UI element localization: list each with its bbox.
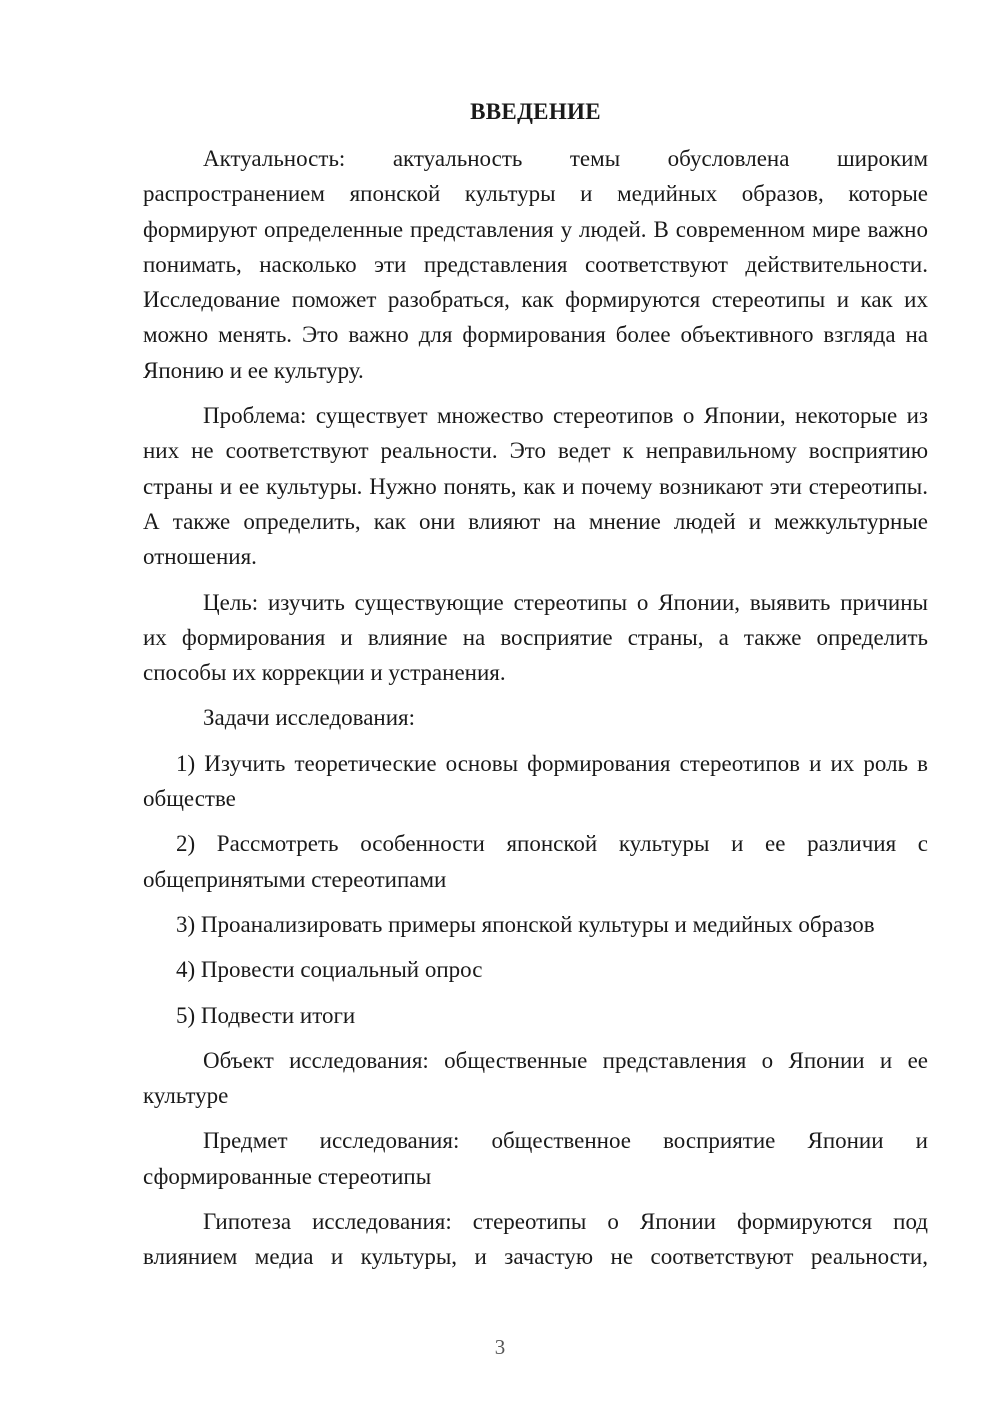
object-paragraph: Объект исследования: общественные представления о Японии и ее культуре [143, 1047, 928, 1109]
hypothesis-paragraph: Гипотеза исследования: стереотипы о Японии формируются под влиянием медиа и культуры, и зачастую не соответствуют реальности, [143, 1209, 928, 1270]
task-item-3: 3) Проанализировать примеры японской культуры и медийных образов [176, 911, 875, 937]
tasks-heading: Задачи исследования: [203, 705, 416, 731]
task-item-2: 2) Рассмотреть особенности японской культуры и ее различия с общепринятыми стереотипами [143, 831, 928, 892]
goal-paragraph: Цель: изучить существующие стереотипы о Японии, выявить причины их формирования и влияние на восприятие страны, а также определить способы их коррекции и устранения. [143, 589, 928, 686]
problem-paragraph: Проблема: существует множество стереотипов о Японии, некоторые из них не соответствуют реальности. Это ведет к неправильному восприятию страны и ее культуры. Нужно понять, как и почему возникают эти стереотипы. А также определить, как они влияют на мнение людей и межкультурные отношения. [143, 403, 928, 570]
page-number: 3 [494, 1335, 506, 1359]
task-item-4: 4) Провести социальный опрос [176, 957, 483, 983]
section-title: ВВЕДЕНИЕ [470, 99, 601, 124]
task-item-5: 5) Подвести итоги [176, 1002, 356, 1028]
subject-paragraph: Предмет исследования: общественное восприятие Японии и сформированные стереотипы [143, 1128, 928, 1189]
relevance-paragraph: Актуальность: актуальность темы обусловлена широким распространением японской культуры и медийных образов, которые формируют определенные представления у людей. В современном мире важно понимать, насколько эти представления соответствуют действительности. Исследование поможет разобраться, как формируются стереотипы и как их можно менять. Это важно для формирования более объективного взгляда на Японию и ее культуру. [143, 146, 928, 383]
document-page [143, 94, 928, 1285]
task-item-1: 1) Изучить теоретические основы формирования стереотипов и их роль в обществе [143, 750, 928, 812]
